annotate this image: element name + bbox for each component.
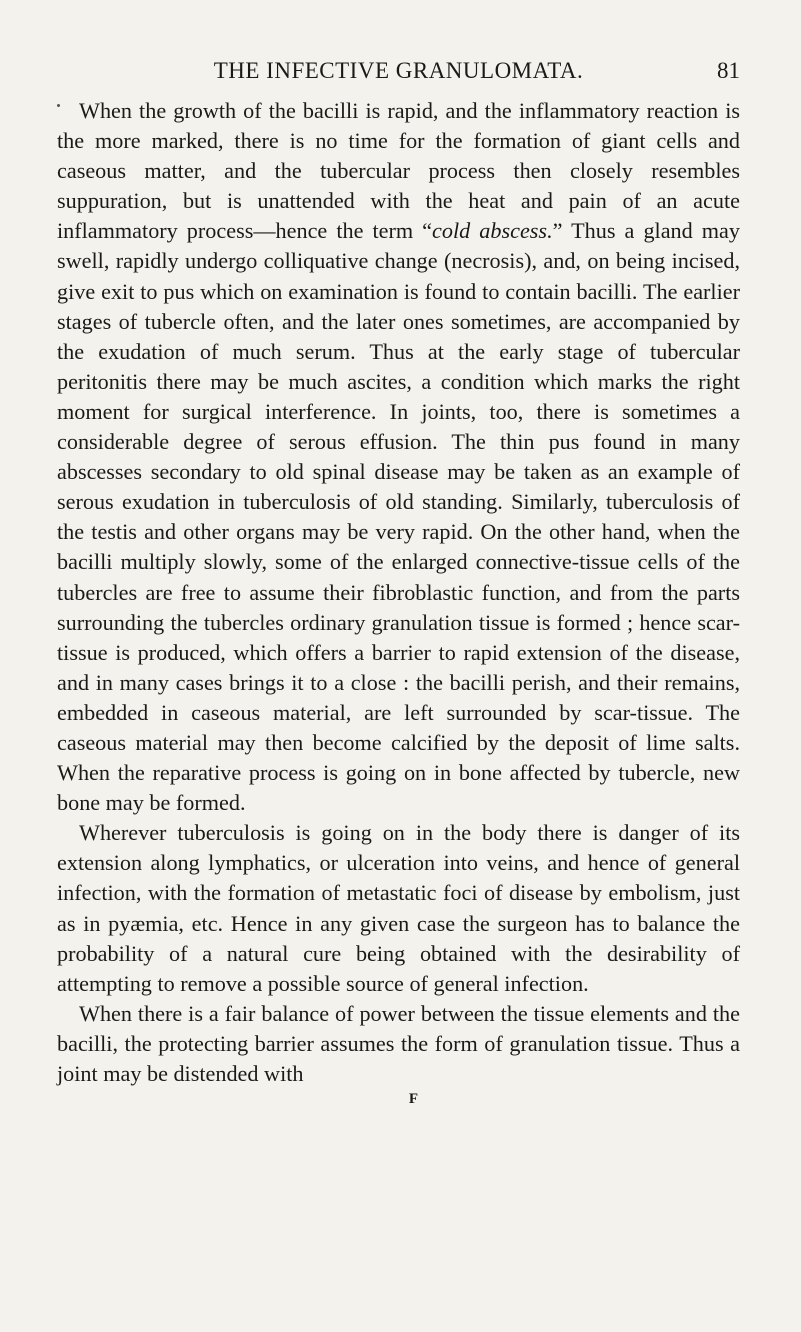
- page-number: 81: [717, 58, 740, 83]
- paragraph-3-text: When there is a fair balance of power between the tissue elements and the bacilli, the protecting barrier assumes the form of granulation tissue. Thus a joint may be distended with: [57, 1000, 740, 1086]
- paragraph-2-text: Wherever tuberculosis is going on in the body there is danger of its extension along lymphatics, or ulceration into veins, and hence of general infection, with the formation of metastatic foci of disease by embolism, just as in pyæmia, etc. Hence in any given case the surgeon has to balance the probability of a natural cure being obtained with the desirability of attempting to remove a possible source of general infection.: [57, 820, 740, 996]
- running-header: [57, 58, 740, 92]
- paragraph-1: [57, 96, 740, 818]
- signature-mark: F: [408, 1091, 419, 1108]
- running-title: THE INFECTIVE GRANULOMATA.: [213, 58, 584, 83]
- book-page: [57, 58, 740, 1108]
- paragraph-2: [57, 818, 740, 999]
- paragraph-1-text-a: When the growth of the bacilli is rapid, and the inflammatory reaction is the more marked, there is no time for the formation of giant cells and caseous matter, and the tubercular process then closely resembles suppuration, but is unattended with the heat and pain of an acute inflammatory process—hence the term “: [57, 98, 740, 244]
- paragraph-1-text-b: ” Thus a gland may swell, rapidly undergo colliquative change (necrosis), and, on being incised, give exit to pus which on examination is found to contain bacilli. The earlier stages of tubercle often, and the later ones sometimes, are accompanied by the exudation of much serum. Thus at the early stage of tubercular peritonitis there may be much ascites, a condition which marks the right moment for surgical interference. In joints, too, there is sometimes a considerable degree of serous effusion. The thin pus found in many abscesses secondary to old spinal disease may be taken as an example of serous exudation in tuberculosis of old standing. Similarly, tuberculosis of the testis and other organs may be very rapid. On the other hand, when the bacilli multiply slowly, some of the enlarged connective-tissue cells of the tubercles are free to assume their fibroblastic function, and from the parts surrounding the tubercles ordinary granulation tissue is formed ; hence scar-tissue is produced, which offers a barrier to rapid extension of the disease, and in many cases brings it to a close : the bacilli perish, and their remains, embedded in caseous material, are left surrounded by scar-tissue. The caseous material may then become calcified by the deposit of lime salts. When the reparative process is going on in bone affected by tubercle, new bone may be formed.: [57, 218, 740, 816]
- paragraph-3: [57, 999, 740, 1089]
- paragraph-1-italic-term: cold abscess.: [432, 218, 553, 244]
